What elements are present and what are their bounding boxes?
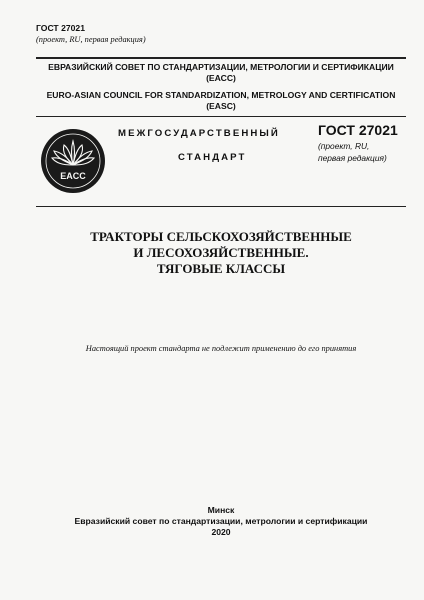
council-rule bbox=[36, 116, 406, 117]
footer-city: Минск bbox=[207, 505, 235, 515]
council-name-en-line2: (EASC) bbox=[206, 101, 236, 111]
edition-line2: первая редакция) bbox=[318, 153, 387, 163]
council-name-ru-line1: ЕВРАЗИЙСКИЙ СОВЕТ ПО СТАНДАРТИЗАЦИИ, МЕТРОЛОГИИ И СЕРТИФИКАЦИИ bbox=[48, 62, 394, 72]
publication-footer bbox=[36, 505, 406, 538]
standard-label: СТАНДАРТ bbox=[178, 152, 247, 163]
footer-publisher: Евразийский совет по стандартизации, метрологии и сертификации bbox=[74, 516, 368, 526]
title-line2: И ЛЕСОХОЗЯЙСТВЕННЫЕ. bbox=[133, 245, 309, 260]
council-name-en bbox=[36, 90, 406, 112]
edition-note bbox=[318, 140, 418, 164]
header-status: (проект, RU, первая редакция) bbox=[36, 35, 146, 44]
easc-emblem-icon bbox=[40, 128, 106, 194]
council-name-ru-line2: (ЕАСС) bbox=[206, 73, 236, 83]
interstate-label: МЕЖГОСУДАРСТВЕННЫЙ bbox=[118, 128, 280, 139]
standard-code: ГОСТ 27021 bbox=[318, 122, 398, 138]
draft-notice: Настоящий проект стандарта не подлежит применению до его принятия bbox=[85, 344, 357, 353]
document-header bbox=[36, 23, 146, 45]
document-title bbox=[36, 229, 406, 277]
top-rule bbox=[36, 57, 406, 59]
title-rule bbox=[36, 206, 406, 207]
edition-line1: (проект, RU, bbox=[318, 141, 370, 151]
council-name-ru bbox=[36, 62, 406, 84]
logo-text: EACC bbox=[60, 171, 86, 181]
title-line3: ТЯГОВЫЕ КЛАССЫ bbox=[156, 261, 286, 276]
header-standard-code: ГОСТ 27021 bbox=[36, 23, 85, 33]
footer-year: 2020 bbox=[211, 527, 231, 537]
title-line1: ТРАКТОРЫ СЕЛЬСКОХОЗЯЙСТВЕННЫЕ bbox=[90, 229, 352, 244]
council-name-en-line1: EURO-ASIAN COUNCIL FOR STANDARDIZATION, METROLOGY AND CERTIFICATION bbox=[46, 90, 396, 100]
